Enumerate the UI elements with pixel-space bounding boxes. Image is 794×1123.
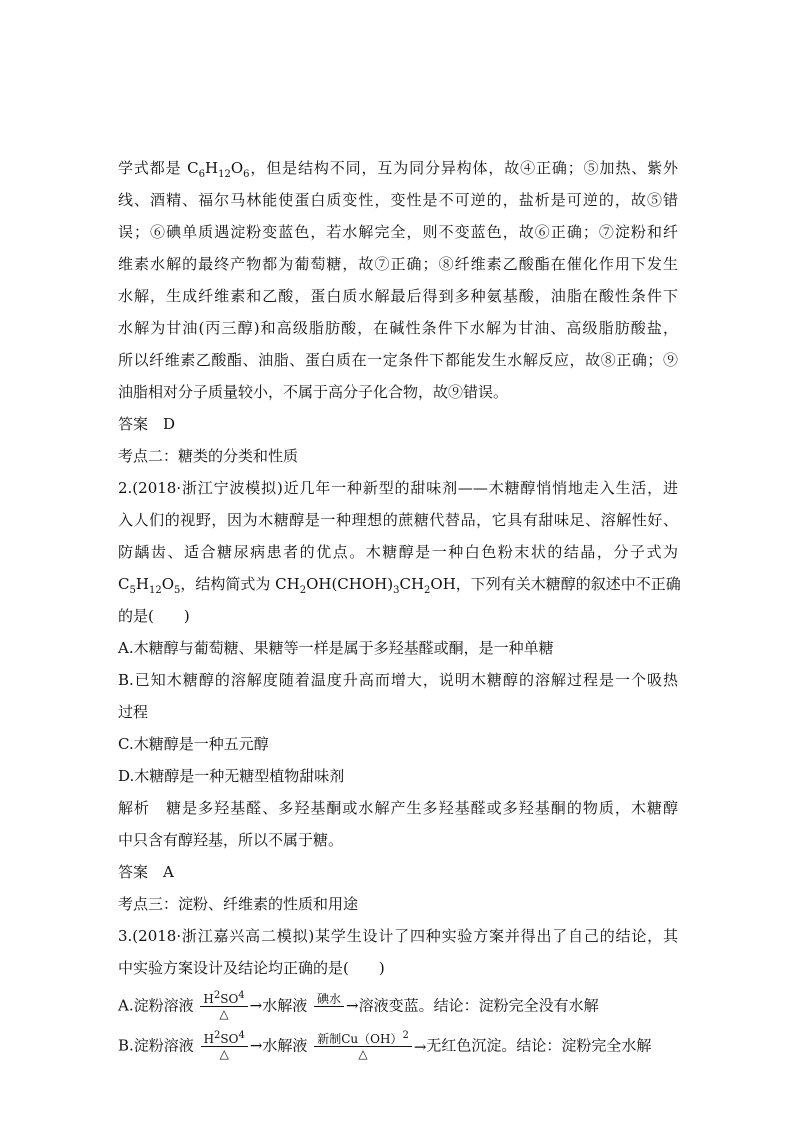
question-2-option-b-line-2: 过程: [118, 703, 149, 721]
reaction-condition-a2: 碘水: [314, 992, 344, 1021]
question-2-option-c: C.木糖醇是一种五元醇: [118, 735, 269, 753]
analysis-line-2: 线、酒精、福尔马林能使蛋白质变性，变性是不可逆的，盐析是可逆的，故⑤错: [118, 191, 678, 209]
analysis-line-1: 学式都是 $C_6H_{12}O_6$，但是结构不同，互为同分异构体，故④正确；⑤加热、紫外: [118, 159, 678, 180]
knowledge-point-3: 考点三：淀粉、纤维素的性质和用途: [118, 895, 359, 913]
analysis-line-6: 水解为甘油(丙三醇)和高级脂肪酸，在碱性条件下水解为甘油、高级脂肪酸盐，: [118, 319, 678, 337]
arrow-icon: →: [413, 1037, 427, 1056]
analysis-line-7: 所以纤维素乙酸酯、油脂、蛋白质在一定条件下都能发生水解反应，故⑧正确；⑨: [118, 351, 678, 369]
analysis-line-4: 维素水解的最终产物都为葡萄糖，故⑦正确；⑧纤维素乙酸酯在催化作用下发生: [118, 255, 678, 273]
answer-1: 答案 D: [118, 415, 176, 433]
reaction-condition-b2: 新制Cu（OH）$^2$ △: [314, 1032, 412, 1061]
question-2-line-4: $C_5H_{12}O_5$，结构简式为 $CH_2OH(CHOH)_3CH_2OH$，下列有关木糖醇的叙述中不正确: [118, 575, 681, 596]
knowledge-point-2: 考点二：糖类的分类和性质: [118, 447, 299, 465]
question-2-option-a: A.木糖醇与葡萄糖、果糖等一样是属于多羟基醛或酮，是一种单糖: [118, 639, 554, 657]
question-3-option-b: B.淀粉溶液 $H^2SO^4$ △ →水解液 新制Cu（OH）$^2$ △ →无红色沉淀。结论：淀粉完全水解: [118, 1030, 652, 1061]
question-3-line-1: 3.(2018·浙江嘉兴高二模拟)某学生设计了四种实验方案并得出了自己的结论，其: [118, 927, 678, 945]
reaction-condition-a1: $H^2SO^4$ △: [200, 992, 247, 1021]
question-2-option-b-line-1: B.已知木糖醇的溶解度随着温度升高而增大，说明木糖醇的溶解过程是一个吸热: [118, 671, 678, 689]
analysis-line-8: 油脂相对分子质量较小，不属于高分子化合物，故⑨错误。: [118, 383, 509, 401]
question-2-line-1: 2.(2018·浙江宁波模拟)近几年一种新型的甜味剂——木糖醇悄悄地走入生活，进: [118, 479, 678, 497]
question-2-line-3: 防龋齿、适合糖尿病患者的优点。木糖醇是一种白色粉末状的结晶，分子式为: [118, 543, 678, 561]
question-2-line-5: 的是( ): [118, 607, 190, 625]
question-2-line-2: 入人们的视野，因为木糖醇是一种理想的蔗糖代替品，它具有甜味足、溶解性好、: [118, 511, 678, 529]
question-2-option-d: D.木糖醇是一种无糖型植物甜味剂: [118, 767, 345, 785]
analysis-2-line-1: 解析 糖是多羟基醛、多羟基酮或水解产生多羟基醛或多羟基酮的物质，木糖醇: [118, 799, 678, 817]
analysis-line-3: 误；⑥碘单质遇淀粉变蓝色，若水解完全，则不变蓝色，故⑥正确；⑦淀粉和纤: [118, 223, 678, 241]
analysis-2-line-2: 中只含有醇羟基，所以不属于糖。: [118, 831, 344, 849]
reaction-condition-b1: $H^2SO^4$ △: [201, 1032, 248, 1061]
answer-2: 答案 A: [118, 863, 174, 881]
question-3-line-2: 中实验方案设计及结论均正确的是( ): [118, 959, 385, 977]
question-3-option-a: A.淀粉溶液 $H^2SO^4$ △ →水解液 碘水 →溶液变蓝。结论：淀粉完全没有水解: [118, 990, 599, 1021]
analysis-line-5: 水解，生成纤维素和乙酸，蛋白质水解最后得到多种氨基酸，油脂在酸性条件下: [118, 287, 678, 305]
